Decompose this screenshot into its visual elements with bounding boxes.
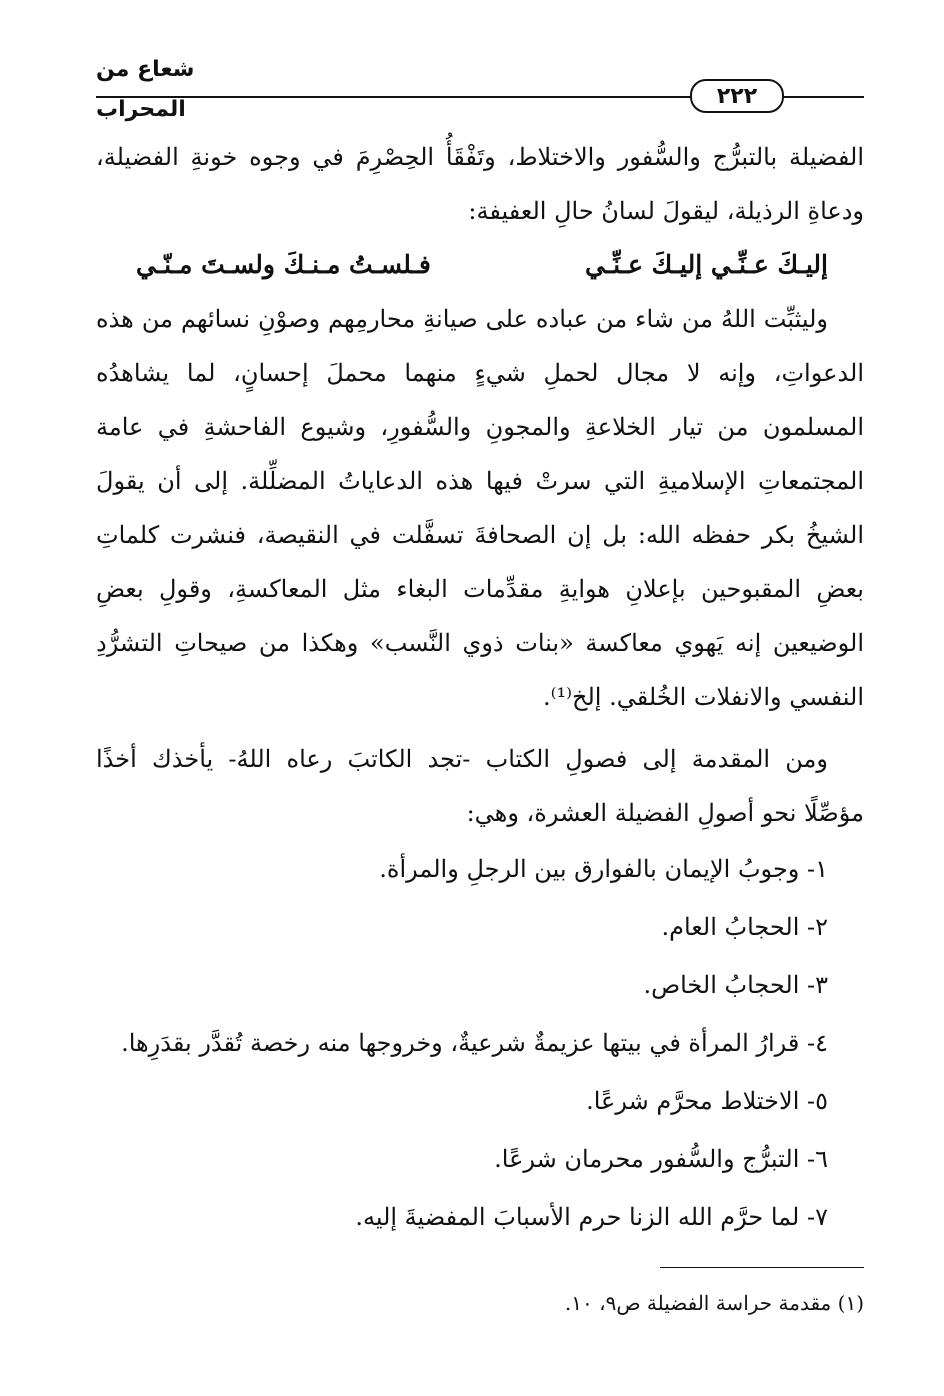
text-line: وليثبِّت اللهُ من شاء من عباده على صيانةِ محارمِهم وصوْنِ نسائهم من هذه — [96, 305, 828, 333]
text-line: المجتمعاتِ الإسلاميةِ التي سرتْ فيها هذه الدعاياتُ المضلِّلة. إلى أن يقولَ — [96, 467, 864, 495]
text-line: بعضِ المقبوحين بإعلانِ هوايةِ مقدِّمات البغاء مثل المعاكسةِ، وقولِ بعضِ — [96, 575, 864, 603]
footnote: (١) مقدمة حراسة الفضيلة ص٩، ١٠. — [564, 1291, 864, 1315]
principle-item: ٢- الحجابُ العام. — [661, 913, 828, 941]
running-title: شعاع من المحراب — [96, 57, 195, 122]
principle-item: ١- وجوبُ الإيمان بالفوارق بين الرجلِ والمرأة. — [379, 855, 828, 883]
principle-item: ٧- لما حرَّم الله الزنا حرم الأسبابَ المفضيةَ إليه. — [355, 1203, 828, 1231]
verse-left-hemistich: فـلسـتُ مـنـكَ ولسـتَ مـنّـي — [136, 250, 431, 279]
principle-item: ٣- الحجابُ الخاص. — [643, 971, 828, 999]
text-line: ومن المقدمة إلى فصولِ الكتاب -تجد الكاتبَ رعاه اللهُ- يأخذك أخذًا — [96, 745, 828, 773]
text-line: المسلمون من تيار الخلاعةِ والمجونِ والسُّفورِ، وشيوع الفاحشةِ في عامة — [96, 413, 864, 441]
text-line: الدعواتِ، وإنه لا مجال لحملِ شيءٍ منهما محملَ إحسانٍ، لما يشاهدُه — [96, 359, 864, 387]
poetry-verse — [96, 238, 864, 292]
text-line: الشيخُ بكر حفظه الله: بل إن الصحافةَ تسفَّلت في النقيصة، فنشرت كلماتِ — [96, 521, 864, 549]
text-line: ودعاةِ الرذيلة، ليقولَ لسانُ حالِ العفيفة: — [468, 197, 864, 225]
verse-right-hemistich: إليـكَ عـنِّـي إليـكَ عـنِّـي — [584, 250, 828, 279]
principle-item: ٤- قرارُ المرأة في بيتها عزيمةٌ شرعيةٌ، وخروجها منه رخصة تُقدَّر بقدَرِها. — [121, 1029, 828, 1057]
footnote-rule — [660, 1267, 864, 1268]
main-text — [96, 130, 864, 1246]
principle-item: ٦- التبرُّج والسُّفور محرمان شرعًا. — [494, 1145, 828, 1173]
principle-item: ٥- الاختلاط محرَّم شرعًا. — [586, 1087, 828, 1115]
text-line: الوضيعين إنه يَهوي معاكسة «بنات ذوي النَّسب» وهكذا من صيحاتِ التشرُّدِ — [96, 629, 864, 657]
text-line: مؤصِّلًا نحو أصولِ الفضيلة العشرة، وهي: — [466, 799, 864, 827]
text-line: النفسي والانفلات الخُلقي. إلخ⁽¹⁾. — [542, 683, 864, 711]
page-number: ٢٢٢ — [690, 79, 784, 113]
text-line: الفضيلة بالتبرُّج والسُّفور والاختلاط، وتَفْقَأُ الحِصْرِمَ في وجوه خونةِ الفضيلة، — [96, 143, 864, 171]
